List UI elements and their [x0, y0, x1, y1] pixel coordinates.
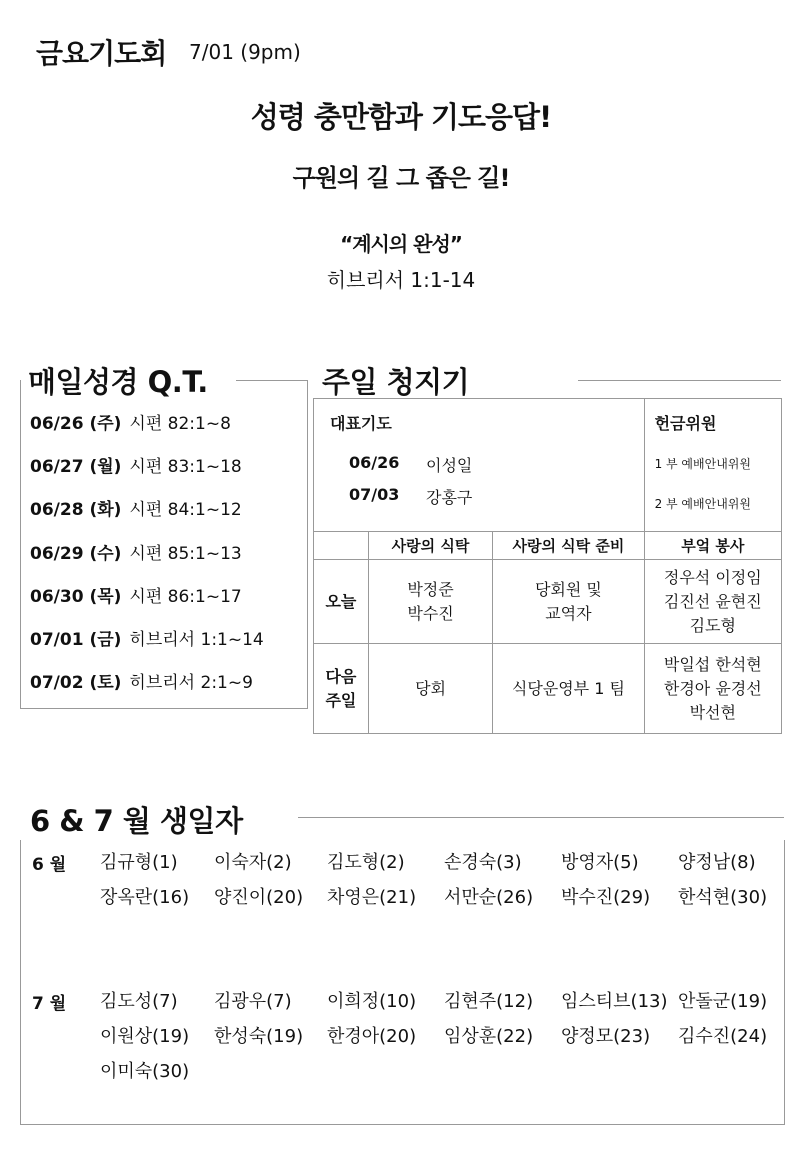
headline: 성령 충만함과 기도응답! [250, 100, 552, 134]
offering-item: 1 부 예배안내위원 [654, 457, 751, 471]
qt-date: 06/26 (주) [30, 414, 122, 434]
page-title: 금요기도회 [36, 37, 167, 70]
birthday-name: 차영은(21) [327, 887, 417, 908]
birthday-name: 김도성(7) [100, 991, 178, 1012]
today-cell: 정우석 이정임 김진선 윤현진 김도형 [644, 560, 781, 644]
offering-item: 2 부 예배안내위원 [654, 497, 751, 511]
sermon-reference: 히브리서 1:1-14 [326, 268, 476, 292]
qt-divider [236, 380, 307, 381]
birthday-name: 박수진(29) [561, 887, 651, 908]
subheadline: 구원의 길 그 좁은 길! [292, 164, 510, 192]
qt-passage: 히브리서 1:1~14 [129, 630, 264, 650]
today-label: 오늘 [314, 560, 369, 644]
qt-row [30, 539, 242, 564]
prayer-name: 이성일 [426, 456, 473, 475]
birthday-name: 장옥란(16) [100, 887, 190, 908]
birthday-name: 양정남(8) [678, 852, 756, 873]
qt-passage: 시편 86:1~17 [129, 587, 242, 607]
qt-date: 06/29 (수) [30, 544, 122, 564]
qt-date: 06/30 (목) [30, 587, 122, 607]
table-header: 사랑의 식탁 [368, 532, 492, 560]
birthday-name: 김도형(2) [327, 852, 405, 873]
birthday-name: 한경아(20) [327, 1026, 417, 1047]
qt-row [30, 495, 242, 520]
prayer-date: 06/26 [349, 453, 400, 472]
birthday-name: 김규형(1) [100, 852, 178, 873]
birthday-name: 한성숙(19) [214, 1026, 304, 1047]
birthday-name: 이숙자(2) [214, 852, 292, 873]
birthday-name: 양정모(23) [561, 1026, 651, 1047]
next-cell: 당회 [368, 644, 492, 734]
qt-passage: 시편 82:1~8 [129, 414, 231, 434]
qt-row [30, 409, 231, 434]
prayer-cell [314, 399, 645, 532]
birthday-name: 이원상(19) [100, 1026, 190, 1047]
birthday-name: 이희정(10) [327, 991, 417, 1012]
birthday-name: 임상훈(22) [444, 1026, 534, 1047]
birthday-name: 방영자(5) [561, 852, 639, 873]
qt-date: 07/02 (토) [30, 673, 122, 693]
qt-row [30, 668, 253, 693]
qt-date: 07/01 (금) [30, 630, 122, 650]
qt-passage: 시편 83:1~18 [129, 457, 242, 477]
sermon-title: “계시의 완성” [340, 232, 462, 256]
today-cell: 박정준 박수진 [368, 560, 492, 644]
qt-row [30, 582, 242, 607]
qt-row [30, 625, 264, 650]
birthday-divider [298, 817, 784, 818]
birthday-name: 안돌군(19) [678, 991, 768, 1012]
birthday-name: 손경숙(3) [444, 852, 522, 873]
qt-title: 매일성경 Q.T. [28, 360, 216, 401]
prayer-label: 대표기도 [330, 414, 392, 433]
offering-label: 헌금위원 [654, 414, 717, 433]
sunday-table [313, 398, 782, 734]
qt-date: 06/28 (화) [30, 500, 122, 520]
july-label: 7 월 [32, 994, 67, 1014]
qt-row [30, 452, 242, 477]
birthday-name: 김광우(7) [214, 991, 292, 1012]
table-header: 부엌 봉사 [644, 532, 781, 560]
table-header: 사랑의 식탁 준비 [493, 532, 644, 560]
birthday-name: 김수진(24) [678, 1026, 768, 1047]
offering-cell [644, 399, 781, 532]
qt-date: 06/27 (월) [30, 457, 122, 477]
prayer-date: 07/03 [349, 485, 400, 504]
service-date: 7/01 (9pm) [189, 40, 301, 64]
birthday-name: 이미숙(30) [100, 1061, 190, 1082]
june-label: 6 월 [32, 855, 67, 875]
header-blank [314, 532, 369, 560]
birthday-title: 6 & 7 월 생일자 [30, 799, 251, 840]
birthday-name: 김현주(12) [444, 991, 534, 1012]
sunday-divider [578, 380, 781, 381]
today-cell: 당회원 및 교역자 [493, 560, 644, 644]
sunday-title: 주일 청지기 [322, 360, 477, 401]
next-label: 다음 주일 [314, 644, 369, 734]
birthday-name: 서만순(26) [444, 887, 534, 908]
next-cell: 식당운영부 1 팀 [493, 644, 644, 734]
birthday-name: 임스티브(13) [561, 991, 668, 1012]
next-cell: 박일섭 한석현 한경아 윤경선 박선현 [644, 644, 781, 734]
qt-passage: 히브리서 2:1~9 [129, 673, 253, 693]
qt-passage: 시편 84:1~12 [129, 500, 242, 520]
birthday-name: 양진이(20) [214, 887, 304, 908]
qt-passage: 시편 85:1~13 [129, 544, 242, 564]
birthday-name: 한석현(30) [678, 887, 768, 908]
prayer-name: 강홍구 [426, 488, 473, 507]
